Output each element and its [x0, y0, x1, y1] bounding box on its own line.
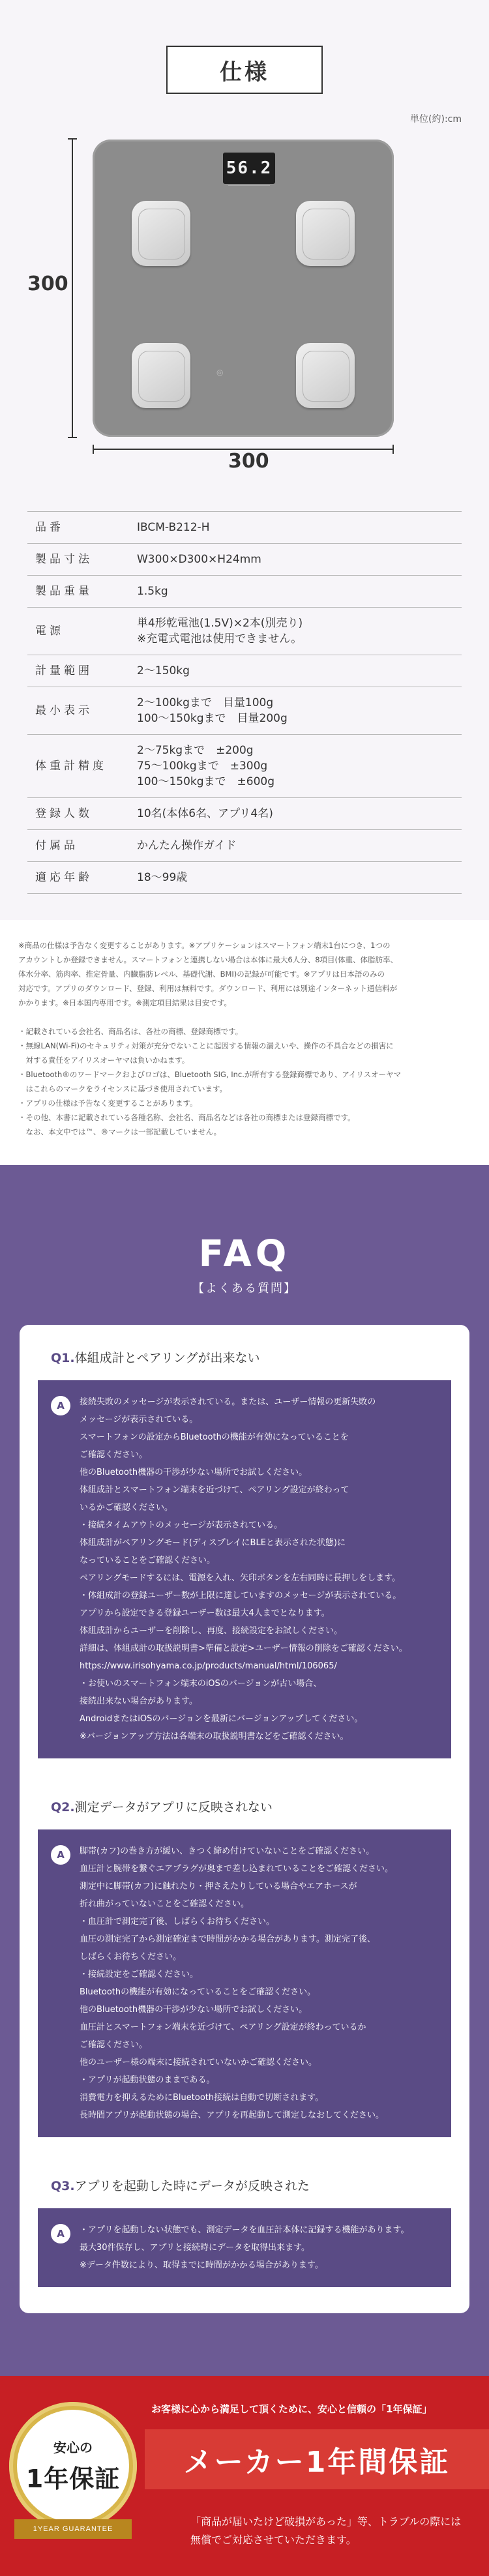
faq-question-text: 体組成計とペアリングが出来ない: [74, 1351, 260, 1365]
faq-section: [0, 1165, 489, 2376]
warranty-badge-ribbon: 1YEAR GUARANTEE: [14, 2519, 132, 2539]
faq-answer-line: 血圧計と腕帯を繋ぐエアプラグが奥まで差し込まれていることをご確認ください。: [80, 1864, 394, 1874]
faq-answer-line: 体組成計とスマートフォン端末を近づけて、ペアリング設定が終わって: [80, 1485, 349, 1495]
faq-answer: [38, 2208, 451, 2287]
faq-answer-line: メッセージが表示されている。: [80, 1415, 198, 1425]
note-line: アカウントしか登録できません。スマートフォンと連携しない場合は本体に最大6人分、8項目(体重、体脂肪率、: [18, 955, 398, 964]
faq-question: [20, 2176, 469, 2194]
spec-row: [27, 655, 462, 687]
spec-row: [27, 544, 462, 576]
faq-answer-line: Bluetoothの機能が有効になっていることをご確認ください。: [80, 1987, 316, 1997]
faq-answer: [38, 1829, 451, 2137]
faq-answer-line: ・お使いのスマートフォン端末のiOSのバージョンが古い場合、: [80, 1679, 322, 1689]
answer-badge-icon: A: [51, 2224, 70, 2243]
faq-answer-text: [80, 1393, 408, 1745]
faq-card: [20, 1325, 469, 2313]
spec-row-label: 体重計精度: [35, 760, 107, 773]
spec-row-label: 計量範囲: [35, 664, 93, 677]
spec-row: [27, 576, 462, 608]
note-line: はこれらのマークをライセンスに基づき使用されています。: [18, 1084, 228, 1093]
faq-answer-line: 体組成計がペアリングモード(ディスプレイにBLEと表示された状態)に: [80, 1538, 346, 1548]
answer-badge-icon: A: [51, 1396, 70, 1415]
spec-section: [0, 0, 489, 920]
spec-row-value: 単4形乾電池(1.5V)×2本(別売り) ※充電式電池は使用できません。: [137, 617, 303, 645]
note-line: 対する責任をアイリスオーヤマは負いかねます。: [18, 1056, 190, 1065]
spec-row-label: 品番: [35, 521, 64, 534]
spec-row: [27, 830, 462, 862]
note-line: ・記載されている会社名、商品名は、各社の商標、登録商標です。: [18, 1027, 243, 1036]
note-line: ※商品の仕様は予告なく変更することがあります。※アプリケーションはスマートフォン端末1台につき、1つの: [18, 941, 391, 950]
electrode-top-right: [296, 201, 355, 266]
spec-row-value: 2〜150kg: [137, 664, 190, 677]
faq-answer-line: ※バージョンアップ方法は各端末の取扱説明書などをご確認ください。: [80, 1732, 349, 1741]
warranty-note-line-2: 無償でご対応させていただきます。: [190, 2534, 357, 2546]
scale-display: 56.2: [223, 153, 275, 184]
faq-answer-line: ・アプリを起動しない状態でも、測定データを血圧計本体に記録する機能があります。: [80, 2225, 409, 2235]
faq-answer-line: なっていることをご確認ください。: [80, 1556, 216, 1565]
spec-row-label: 適応年齢: [35, 871, 93, 884]
answer-badge-icon: A: [51, 1845, 70, 1865]
faq-question-number: Q3.: [51, 2179, 75, 2193]
spec-row-value: 2〜75kgまで ±200g 75〜100kgまで ±300g 100〜150kgまで ±600g: [137, 744, 275, 788]
faq-answer-line: 詳細は、体組成計の取扱説明書>準備と設定>ユーザー情報の削除をご確認ください。: [80, 1644, 408, 1653]
faq-answer-line: 体組成計からユーザーを削除し、再度、接続設定をお試しください。: [80, 1626, 343, 1636]
spec-row-label: 付属品: [35, 839, 78, 852]
faq-answer-line: 血圧の測定完了から測定確定まで時間がかかる場合があります。測定完了後、: [80, 1934, 376, 1944]
spec-row: [27, 862, 462, 894]
faq-item: [20, 1348, 469, 1758]
electrode-bottom-right: [296, 343, 355, 408]
faq-answer-line: 最大30件保存し、アプリと接続時にデータを取得出来ます。: [80, 2243, 310, 2253]
faq-answer-line: 長時間アプリが起動状態の場合、アプリを再起動して測定しなおしてください。: [80, 2110, 384, 2120]
faq-answer-line: ・体組成計の登録ユーザー数が上限に達していますのメッセージが表示されている。: [80, 1591, 402, 1601]
note-line: なお、本文中では™、®マークは一部記載していません。: [18, 1127, 222, 1136]
electrode-top-left: [132, 201, 190, 266]
spec-row: [27, 687, 462, 735]
note-line: 体水分率、筋肉率、推定骨量、内臓脂肪レベル、基礎代謝、BMI)の記録が可能です。※アプリは日本語のみの: [18, 970, 385, 979]
notes: [0, 920, 489, 1165]
height-dimension-label: 300: [27, 273, 68, 295]
warranty-note: [190, 2513, 461, 2549]
faq-answer-line: ペアリングモードするには、電源を入れ、矢印ボタンを左右同時に長押しをします。: [80, 1573, 401, 1583]
warranty-badge-top: 安心の: [53, 2440, 93, 2455]
faq-answer-line: https://www.irisohyama.co.jp/products/manual/html/106065/: [80, 1661, 337, 1671]
unit-note: 単位(約):cm: [410, 114, 462, 125]
spec-row-value: 1.5kg: [137, 585, 168, 598]
faq-answer-line: AndroidまたはiOSのバージョンを最新にバージョンアップしてください。: [80, 1714, 363, 1724]
scale-illustration: [0, 133, 489, 459]
faq-answer-line: しばらくお待ちください。: [80, 1952, 182, 1962]
faq-answer-line: ・接続タイムアウトのメッセージが表示されている。: [80, 1520, 282, 1530]
spec-row-value: 10名(本体6名、アプリ4名): [137, 807, 273, 820]
faq-item: [20, 1798, 469, 2137]
spec-row-label: 最小表示: [35, 704, 93, 717]
warranty-badge-inner: [17, 2410, 129, 2522]
faq-question: [20, 1348, 469, 1366]
notes-block-1: [18, 938, 471, 1010]
faq-answer-line: ※データ件数により、取得までに時間がかかる場合があります。: [80, 2260, 323, 2270]
faq-answer-line: 他のBluetooth機器の干渉が少ない場所でお試しください。: [80, 2005, 308, 2015]
warranty-lead: お客様に心から満足して頂くために、安心と信頼の「1年保証」: [151, 2403, 432, 2415]
faq-answer-line: 折れ曲がっていないことをご確認ください。: [80, 1899, 250, 1909]
warranty-badge: [9, 2402, 137, 2533]
spec-row-label: 電源: [35, 625, 64, 638]
note-line: ・その他、本書に記載されている各種名称、会社名、商品名などは各社の商標または登録商標です。: [18, 1113, 355, 1122]
spec-header: [0, 46, 489, 94]
spec-row: [27, 798, 462, 830]
scale-logo-icon: ◎: [216, 368, 224, 377]
spec-row: [27, 608, 462, 655]
faq-answer: [38, 1380, 451, 1758]
note-line: ・Bluetooth®のワードマークおよびロゴは、Bluetooth SIG, Inc.が所有する登録商標であり、アイリスオーヤマ: [18, 1070, 402, 1079]
faq-question-text: 測定データがアプリに反映されない: [74, 1800, 273, 1814]
faq-answer-line: ご確認ください。: [80, 1450, 148, 1460]
warranty-banner: [0, 2376, 489, 2576]
spec-table: [27, 511, 462, 894]
faq-question-number: Q1.: [51, 1351, 75, 1365]
note-line: ・アプリの仕様は予告なく変更することがあります。: [18, 1099, 198, 1108]
faq-answer-line: ご確認ください。: [80, 2040, 148, 2050]
faq-answer-line: ・アプリが起動状態のままである。: [80, 2075, 215, 2085]
warranty-note-line-1: 「商品が届いたけど破損があった」等、トラブルの際には: [190, 2515, 462, 2528]
faq-answer-line: いるかご確認ください。: [80, 1503, 173, 1513]
warranty-heading: メーカー1年間保証: [183, 2446, 451, 2479]
faq-title: FAQ: [198, 1233, 291, 1275]
spec-table-wrap: [0, 459, 489, 920]
spec-title: 仕様: [166, 46, 323, 94]
faq-answer-line: 血圧計とスマートフォン端末を近づけて、ペアリング設定が終わっているか: [80, 2022, 366, 2032]
spec-row-value: IBCM-B212-H: [137, 521, 210, 534]
faq-answer-line: 消費電力を抑えるためにBluetooth接続は自動で切断されます。: [80, 2093, 324, 2103]
spec-row: [27, 512, 462, 544]
width-dimension-label: 300: [228, 450, 269, 473]
note-line: ・無線LAN(Wi-Fi)のセキュリティ対策が充分でないことに起因する情報の漏えいや、操作の不具合などの損害に: [18, 1041, 394, 1050]
faq-answer-line: 他のBluetooth機器の干渉が少ない場所でお試しください。: [80, 1468, 308, 1477]
height-dimension-line: [72, 138, 73, 438]
spec-row-value: W300×D300×H24mm: [137, 553, 261, 566]
faq-answer-line: アプリから設定できる登録ユーザー数は最大4人までとなります。: [80, 1608, 330, 1618]
faq-answer-line: 接続失敗のメッセージが表示されている。または、ユーザー情報の更新失敗の: [80, 1397, 376, 1407]
spec-row-value: かんたん操作ガイド: [137, 839, 237, 852]
faq-answer-line: 測定中に脚帯(カフ)に触れたり・押さえたりしている場合やエアホースが: [80, 1882, 357, 1891]
warranty-strip: [145, 2429, 489, 2489]
faq-question-number: Q2.: [51, 1800, 75, 1814]
faq-answer-line: スマートフォンの設定からBluetoothの機能が有効になっていることを: [80, 1432, 349, 1442]
faq-question: [20, 1798, 469, 1815]
faq-question-text: アプリを起動した時にデータが反映された: [74, 2179, 310, 2193]
faq-answer-text: [80, 1843, 393, 2124]
electrode-bottom-left: [132, 343, 190, 408]
faq-answer-line: 接続出来ない場合があります。: [80, 1696, 198, 1706]
faq-answer-text: [80, 2221, 409, 2274]
faq-subtitle: 【よくある質問】: [192, 1282, 297, 1295]
spec-row-label: 製品重量: [35, 585, 93, 598]
spec-row-label: 登録人数: [35, 807, 93, 820]
faq-answer-line: 脚帯(カフ)の巻き方が緩い、きつく締め付けていないことをご確認ください。: [80, 1846, 375, 1856]
warranty-badge-main: 1年保証: [25, 2465, 121, 2493]
spec-row-value: 18〜99歳: [137, 871, 188, 884]
note-line: 対応です。アプリのダウンロード、登録、利用は無料です。ダウンロード、利用には別途インターネット通信料が: [18, 984, 398, 993]
spec-row: [27, 735, 462, 798]
faq-answer-line: 他のユーザー様の端末に接続されていないかご確認ください。: [80, 2058, 318, 2067]
note-line: かかります。※日本国内専用です。※測定項目結果は目安です。: [18, 998, 232, 1007]
faq-answer-line: ・接続設定をご確認ください。: [80, 1970, 199, 1979]
faq-answer-line: ・血圧計で測定完了後、しばらくお待ちください。: [80, 1917, 275, 1927]
scale-display-indicators: [228, 185, 270, 192]
spec-row-label: 製品寸法: [35, 553, 93, 566]
notes-block-2: [18, 1024, 471, 1139]
body-composition-scale: [93, 140, 394, 437]
spec-row-value: 2〜100kgまで 目量100g 100〜150kgまで 目量200g: [137, 696, 288, 725]
faq-item: [20, 2176, 469, 2287]
